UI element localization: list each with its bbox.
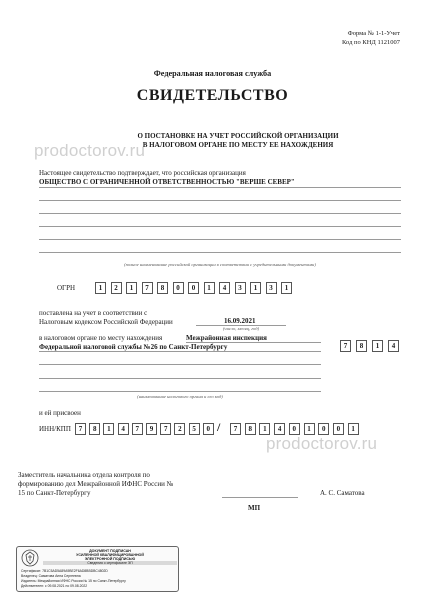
knd-code: Код по КНД 1121007	[342, 39, 400, 46]
registered-text-1: поставлена на учет в соответствии с	[39, 309, 148, 317]
mp-mark: МП	[248, 504, 261, 512]
org-line-6	[39, 252, 401, 253]
tax-office-code-digit: 4	[388, 340, 399, 352]
watermark-bottom: prodoctorov.ru	[266, 434, 378, 453]
ogrn-digit: 1	[95, 282, 106, 294]
signer-position-1: Заместитель начальника отдела контроля по	[18, 471, 150, 479]
inn-digit: 4	[118, 423, 129, 435]
kpp-digit: 0	[318, 423, 329, 435]
signer-name: А. С. Саматова	[320, 489, 365, 497]
tax-office-code-digit: 1	[372, 340, 383, 352]
coat-of-arms-icon	[21, 549, 39, 567]
org-line-3	[39, 213, 401, 214]
org-line-4	[39, 226, 401, 227]
ogrn-digit: 7	[142, 282, 153, 294]
authority-name: Федеральная налоговая служба	[153, 69, 272, 78]
electronic-signature-stamp	[16, 546, 179, 592]
registered-text-2: Налоговым кодексом Российской Федерации	[39, 318, 173, 326]
registration-date: 16.09.2021	[224, 317, 256, 325]
inn-digit: 1	[103, 423, 114, 435]
stamp-validity: Действителен: с 09.08.2021 по 09.08.2022	[21, 584, 88, 588]
date-caption: (число, месяц, год)	[222, 326, 260, 331]
watermark-top: prodoctorov.ru	[34, 141, 146, 160]
signer-position-2: формированию дел Межрайонной ИФНС России №	[18, 480, 174, 488]
ogrn-digit: 3	[235, 282, 246, 294]
inn-digit: 9	[146, 423, 157, 435]
kpp-digit: 0	[333, 423, 344, 435]
inn-digit: 7	[132, 423, 143, 435]
kpp-digit: 1	[259, 423, 270, 435]
tax-office-line-1: Межрайонная инспекция	[186, 334, 267, 342]
inn-digit: 8	[89, 423, 100, 435]
tax-office-line-4	[39, 378, 321, 379]
subtitle-line-2: В НАЛОГОВОМ ОРГАНЕ ПО МЕСТУ ЕЕ НАХОЖДЕНИЯ	[142, 141, 334, 149]
tax-office-prefix: в налоговом органе по месту нахождения	[39, 334, 163, 342]
kpp-digit: 1	[348, 423, 359, 435]
org-line-2	[39, 200, 401, 201]
kpp-digit: 1	[304, 423, 315, 435]
stamp-subheader: Сведения о сертификате ЭП	[43, 561, 177, 565]
inn-digit: 0	[203, 423, 214, 435]
tax-office-line-under-2	[39, 351, 321, 352]
inn-digit: 7	[160, 423, 171, 435]
kpp-digit: 7	[230, 423, 241, 435]
stamp-certificate: Сертификат: 7B1C5AD5A89A9BE2F6AD8BBDBC4802D	[21, 569, 108, 573]
tax-office-line-5	[39, 391, 321, 392]
signer-position-3: 15 по Санкт-Петербургу	[18, 489, 91, 497]
inn-digit: 5	[189, 423, 200, 435]
ogrn-label: ОГРН	[57, 284, 76, 292]
kpp-digit: 0	[289, 423, 300, 435]
stamp-header-2: УСИЛЕННОЙ КВАЛИФИЦИРОВАННОЙ	[76, 553, 144, 557]
kpp-digit: 8	[245, 423, 256, 435]
document-title: СВИДЕТЕЛЬСТВО	[136, 87, 289, 104]
stamp-issuer: Издатель: Межрайонная ИФНС России № 15 по Санкт-Петербургу	[21, 579, 126, 583]
ogrn-digit: 1	[281, 282, 292, 294]
inn-kpp-slash: /	[217, 420, 221, 434]
inn-digit: 7	[75, 423, 86, 435]
kpp-digit: 4	[274, 423, 285, 435]
ogrn-digit: 3	[266, 282, 277, 294]
org-line-1	[39, 187, 401, 188]
ogrn-digit: 1	[204, 282, 215, 294]
signature-line	[222, 497, 298, 498]
ogrn-digit: 4	[219, 282, 230, 294]
tax-office-code-digit: 8	[356, 340, 367, 352]
ogrn-digit: 0	[173, 282, 184, 294]
tax-office-caption: (наименование налогового органа и его код)	[137, 394, 223, 399]
tax-office-line-2: Федеральной налоговой службы №26 по Санкт-Петербургу	[39, 343, 228, 351]
ogrn-digit: 1	[250, 282, 261, 294]
ogrn-digit: 1	[126, 282, 137, 294]
inn-kpp-label: ИНН/КПП	[39, 425, 71, 433]
org-caption: (полное наименование российской организации в соответствии с учредительными документами)	[124, 262, 316, 267]
tax-office-code-digit: 7	[340, 340, 351, 352]
stamp-header-3: ЭЛЕКТРОННОЙ ПОДПИСЬЮ	[84, 557, 136, 561]
stamp-header-1: ДОКУМЕНТ ПОДПИСАН	[89, 549, 131, 553]
form-number: Форма № 1-1-Учет	[347, 30, 400, 37]
inn-digit: 2	[174, 423, 185, 435]
ogrn-digit: 0	[188, 282, 199, 294]
intro-text: Настоящее свидетельство подтверждает, что российская организация	[39, 169, 246, 177]
stamp-header	[43, 549, 177, 561]
ogrn-digit: 2	[111, 282, 122, 294]
tax-office-line-3	[39, 364, 321, 365]
org-line-5	[39, 239, 401, 240]
organization-name: ОБЩЕСТВО С ОГРАНИЧЕННОЙ ОТВЕТСТВЕННОСТЬЮ "ВЕРШЕ СЕВЕР"	[39, 178, 295, 186]
subtitle-line-1: О ПОСТАНОВКЕ НА УЧЕТ РОССИЙСКОЙ ОРГАНИЗАЦИИ	[137, 132, 339, 140]
stamp-owner: Владелец: Саматова Анна Сергеевна	[21, 574, 81, 578]
ogrn-digit: 8	[157, 282, 168, 294]
assigned-text: и ей присвоен	[39, 409, 81, 417]
